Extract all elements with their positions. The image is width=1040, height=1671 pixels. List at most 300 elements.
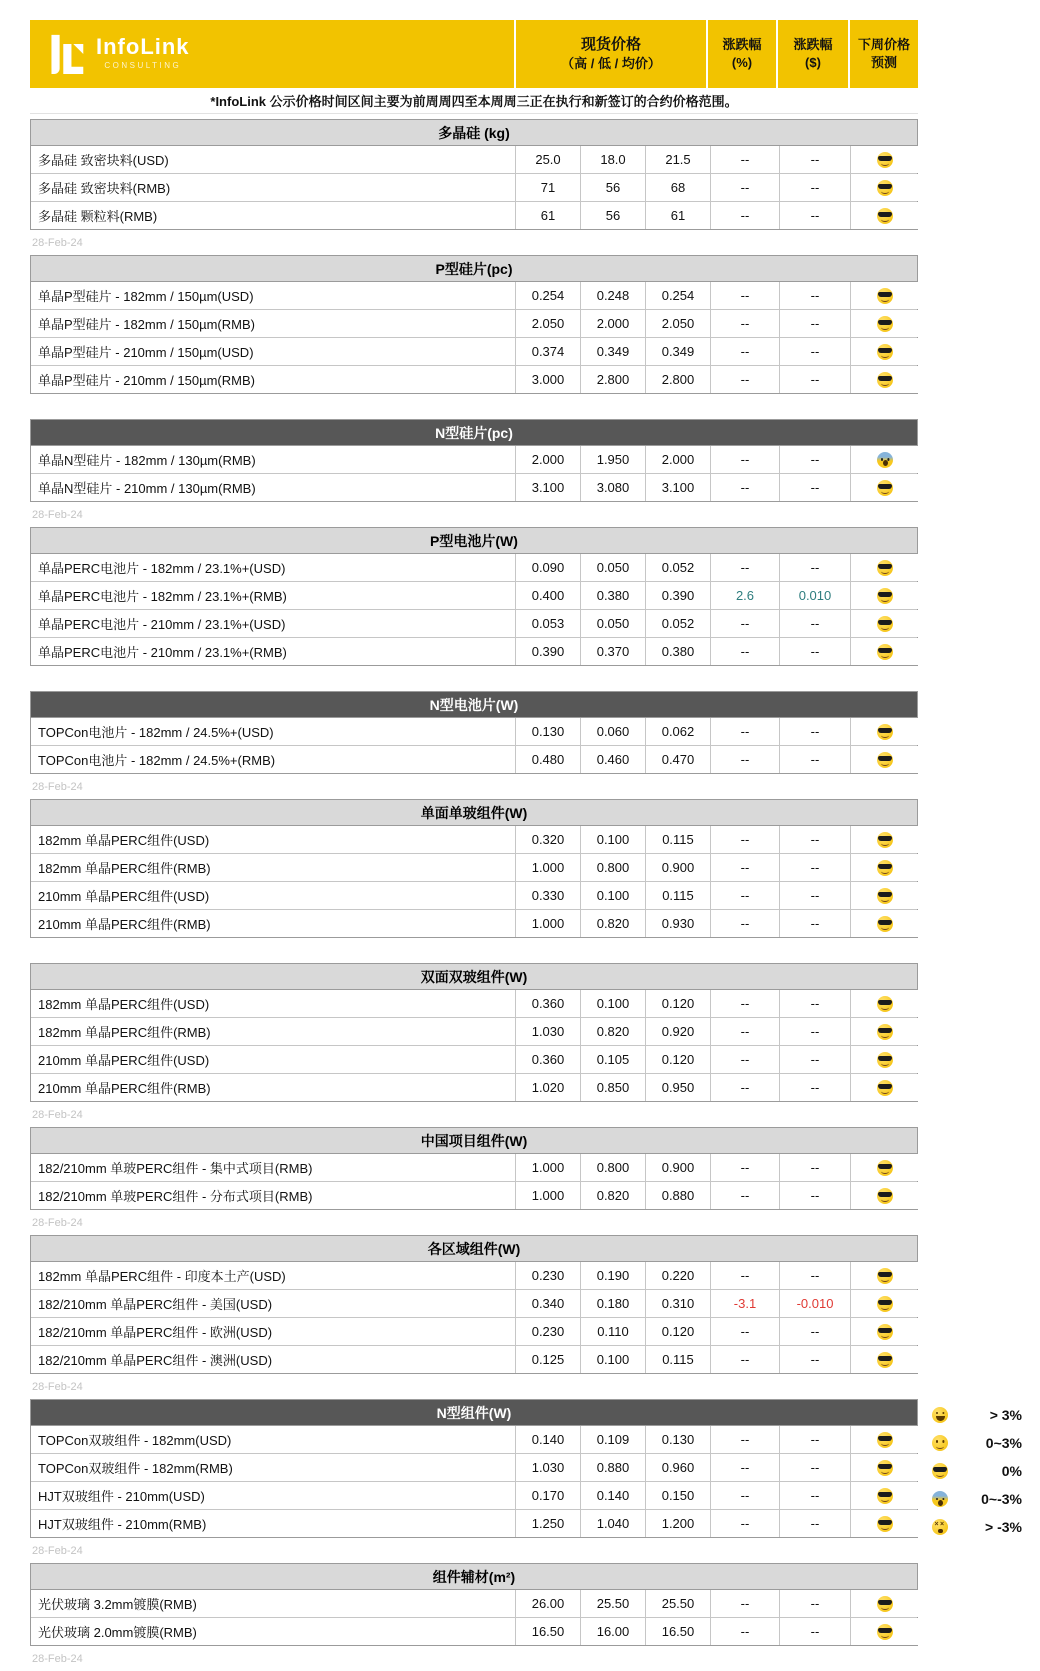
legend-label: 0~3% (985, 1435, 1022, 1451)
cool-emoji-icon (877, 1268, 893, 1284)
price-avg-cell: 61 (646, 202, 710, 229)
forecast-cell (851, 882, 919, 909)
change-pct-cell: -- (711, 1454, 779, 1481)
cool-emoji-icon (877, 1324, 893, 1340)
change-usd-cell: -- (780, 610, 850, 637)
price-avg-cell: 0.120 (646, 1318, 710, 1345)
cool-emoji-icon (877, 180, 893, 196)
cool-emoji-icon (877, 208, 893, 224)
price-low-cell: 0.180 (581, 1290, 645, 1317)
change-pct-cell: -- (711, 1426, 779, 1453)
price-section (30, 527, 918, 666)
price-avg-cell: 0.960 (646, 1454, 710, 1481)
table-row (31, 854, 917, 882)
change-pct-cell: -- (711, 910, 779, 937)
section-date: 28-Feb-24 (32, 780, 83, 793)
table-row (31, 174, 917, 202)
price-high-cell: 0.374 (516, 338, 580, 365)
forecast-cell (851, 582, 919, 609)
forecast-cell (851, 310, 919, 337)
change-pct-cell: -- (711, 638, 779, 665)
cool-emoji-icon (877, 1516, 893, 1532)
cool-emoji-icon (877, 316, 893, 332)
scream-emoji-icon (932, 1491, 948, 1507)
cool-emoji-icon (877, 1080, 893, 1096)
change-usd-cell: -- (780, 910, 850, 937)
price-high-cell: 0.360 (516, 1046, 580, 1073)
price-high-cell: 0.320 (516, 826, 580, 853)
cool-emoji-icon (877, 1624, 893, 1640)
item-label: 单晶PERC电池片 - 210mm / 23.1%+(USD) (31, 610, 515, 637)
price-high-cell: 3.000 (516, 366, 580, 393)
cool-emoji-icon (877, 1024, 893, 1040)
price-avg-cell: 0.900 (646, 1154, 710, 1181)
change-pct-cell: -- (711, 338, 779, 365)
price-low-cell: 16.00 (581, 1618, 645, 1645)
forecast-cell (851, 1290, 919, 1317)
price-avg-cell: 0.254 (646, 282, 710, 309)
cool-emoji-icon (932, 1463, 948, 1479)
change-usd-cell: -- (780, 1618, 850, 1645)
item-label: 单晶P型硅片 - 182mm / 150µm(USD) (31, 282, 515, 309)
change-usd-cell: -- (780, 1154, 850, 1181)
table-row (31, 1590, 917, 1618)
price-high-cell: 0.330 (516, 882, 580, 909)
change-pct-cell: -- (711, 1262, 779, 1289)
price-high-cell: 1.000 (516, 854, 580, 881)
table-row (31, 1074, 917, 1102)
price-avg-cell: 0.052 (646, 610, 710, 637)
change-usd-cell: -- (780, 1482, 850, 1509)
table-row (31, 310, 917, 338)
cool-emoji-icon (877, 588, 893, 604)
section-title: N型电池片(W) (31, 692, 917, 718)
table-row (31, 1182, 917, 1210)
price-avg-cell: 0.880 (646, 1182, 710, 1209)
forecast-cell (851, 1482, 919, 1509)
section-date: 28-Feb-24 (32, 236, 83, 249)
item-label: 182/210mm 单晶PERC组件 - 欧洲(USD) (31, 1318, 515, 1345)
cool-emoji-icon (877, 1352, 893, 1368)
item-label: TOPCon电池片 - 182mm / 24.5%+(USD) (31, 718, 515, 745)
item-label: 多晶硅 致密块料(RMB) (31, 174, 515, 201)
table-row (31, 202, 917, 230)
change-pct-cell: 2.6 (711, 582, 779, 609)
table-row (31, 474, 917, 502)
price-period-note: *InfoLink 公示价格时间区间主要为前周周四至本周周三正在执行和新签订的合约价格范围。 (30, 88, 918, 114)
table-row (31, 582, 917, 610)
price-avg-cell: 0.120 (646, 990, 710, 1017)
price-section (30, 1399, 918, 1538)
forecast-cell (851, 446, 919, 473)
price-low-cell: 0.100 (581, 826, 645, 853)
price-avg-cell: 0.390 (646, 582, 710, 609)
forecast-cell (851, 1154, 919, 1181)
price-avg-cell: 0.470 (646, 746, 710, 773)
price-low-cell: 0.800 (581, 1154, 645, 1181)
table-row (31, 990, 917, 1018)
infolink-logo-mark (46, 32, 86, 76)
item-label: 182/210mm 单玻PERC组件 - 集中式项目(RMB) (31, 1154, 515, 1181)
price-low-cell: 2.000 (581, 310, 645, 337)
forecast-cell (851, 1426, 919, 1453)
change-usd-cell: -- (780, 1510, 850, 1537)
table-row (31, 1318, 917, 1346)
price-avg-cell: 1.200 (646, 1510, 710, 1537)
price-avg-cell: 0.115 (646, 826, 710, 853)
change-pct-cell: -- (711, 1318, 779, 1345)
table-row (31, 1426, 917, 1454)
price-avg-cell: 0.349 (646, 338, 710, 365)
table-row (31, 746, 917, 774)
price-avg-cell: 3.100 (646, 474, 710, 501)
change-usd-cell: -- (780, 990, 850, 1017)
table-row (31, 1510, 917, 1538)
change-pct-cell: -- (711, 474, 779, 501)
forecast-cell (851, 1046, 919, 1073)
price-low-cell: 0.370 (581, 638, 645, 665)
change-pct-cell: -- (711, 746, 779, 773)
sections-container (30, 119, 918, 1671)
price-high-cell: 1.000 (516, 1154, 580, 1181)
change-pct-cell: -- (711, 1074, 779, 1101)
cool-emoji-icon (877, 752, 893, 768)
table-row (31, 1262, 917, 1290)
change-pct-cell: -3.1 (711, 1290, 779, 1317)
price-high-cell: 0.130 (516, 718, 580, 745)
price-section (30, 799, 918, 938)
section-title: 各区域组件(W) (31, 1236, 917, 1262)
forecast-cell (851, 282, 919, 309)
price-avg-cell: 0.950 (646, 1074, 710, 1101)
price-section (30, 691, 918, 774)
table-row (31, 446, 917, 474)
item-label: 182/210mm 单晶PERC组件 - 美国(USD) (31, 1290, 515, 1317)
section-date: 28-Feb-24 (32, 1652, 83, 1665)
column-header-change-pct: 涨跌幅 (%) (708, 20, 776, 88)
cool-emoji-icon (877, 480, 893, 496)
price-low-cell: 0.100 (581, 1346, 645, 1373)
price-high-cell: 0.125 (516, 1346, 580, 1373)
price-high-cell: 61 (516, 202, 580, 229)
change-usd-cell: -- (780, 1046, 850, 1073)
price-high-cell: 1.000 (516, 910, 580, 937)
item-label: 210mm 单晶PERC组件(USD) (31, 1046, 515, 1073)
change-usd-cell: -- (780, 638, 850, 665)
section-date: 28-Feb-24 (32, 1544, 83, 1557)
price-high-cell: 0.480 (516, 746, 580, 773)
cool-emoji-icon (877, 616, 893, 632)
cool-emoji-icon (877, 1052, 893, 1068)
change-usd-cell: -- (780, 1426, 850, 1453)
price-low-cell: 0.109 (581, 1426, 645, 1453)
table-header (30, 20, 918, 88)
item-label: 单晶N型硅片 - 182mm / 130µm(RMB) (31, 446, 515, 473)
cool-emoji-icon (877, 1188, 893, 1204)
price-avg-cell: 0.900 (646, 854, 710, 881)
change-usd-cell: -- (780, 338, 850, 365)
change-usd-cell: -- (780, 446, 850, 473)
forecast-cell (851, 474, 919, 501)
cool-emoji-icon (877, 1460, 893, 1476)
item-label: HJT双玻组件 - 210mm(RMB) (31, 1510, 515, 1537)
change-usd-cell: -- (780, 1074, 850, 1101)
forecast-cell (851, 1074, 919, 1101)
price-section (30, 255, 918, 394)
change-pct-cell: -- (711, 174, 779, 201)
price-low-cell: 1.950 (581, 446, 645, 473)
forecast-cell (851, 854, 919, 881)
price-avg-cell: 0.150 (646, 1482, 710, 1509)
price-high-cell: 0.360 (516, 990, 580, 1017)
item-label: TOPCon双玻组件 - 182mm(USD) (31, 1426, 515, 1453)
forecast-cell (851, 1318, 919, 1345)
forecast-legend (926, 1401, 1026, 1541)
cool-emoji-icon (877, 288, 893, 304)
change-usd-cell: -- (780, 826, 850, 853)
price-avg-cell: 2.000 (646, 446, 710, 473)
price-high-cell: 0.090 (516, 554, 580, 581)
price-high-cell: 25.0 (516, 146, 580, 173)
price-high-cell: 16.50 (516, 1618, 580, 1645)
table-row (31, 146, 917, 174)
change-usd-cell: -- (780, 882, 850, 909)
forecast-cell (851, 746, 919, 773)
cool-emoji-icon (877, 152, 893, 168)
price-high-cell: 2.050 (516, 310, 580, 337)
item-label: 单晶N型硅片 - 210mm / 130µm(RMB) (31, 474, 515, 501)
price-low-cell: 56 (581, 174, 645, 201)
legend-item (926, 1513, 1026, 1541)
change-pct-cell: -- (711, 1018, 779, 1045)
price-high-cell: 0.230 (516, 1262, 580, 1289)
price-low-cell: 0.100 (581, 882, 645, 909)
section-date (30, 666, 918, 691)
change-usd-cell: -- (780, 746, 850, 773)
change-usd-cell: 0.010 (780, 582, 850, 609)
change-pct-cell: -- (711, 202, 779, 229)
brand-name: InfoLink (96, 34, 190, 60)
change-pct-cell: -- (711, 1482, 779, 1509)
item-label: 单晶P型硅片 - 182mm / 150µm(RMB) (31, 310, 515, 337)
item-label: 182/210mm 单晶PERC组件 - 澳洲(USD) (31, 1346, 515, 1373)
price-avg-cell: 0.220 (646, 1262, 710, 1289)
legend-label: 0% (1001, 1463, 1022, 1479)
price-avg-cell: 0.930 (646, 910, 710, 937)
change-pct-cell: -- (711, 1618, 779, 1645)
price-high-cell: 1.020 (516, 1074, 580, 1101)
forecast-cell (851, 826, 919, 853)
item-label: 182mm 单晶PERC组件(USD) (31, 826, 515, 853)
forecast-cell (851, 1182, 919, 1209)
price-avg-cell: 0.115 (646, 882, 710, 909)
cool-emoji-icon (877, 644, 893, 660)
cool-emoji-icon (877, 832, 893, 848)
cool-emoji-icon (877, 996, 893, 1012)
section-title: P型硅片(pc) (31, 256, 917, 282)
grin-emoji-icon (932, 1407, 948, 1423)
item-label: 光伏玻璃 2.0mm镀膜(RMB) (31, 1618, 515, 1645)
section-title: 中国项目组件(W) (31, 1128, 917, 1154)
price-avg-cell: 0.130 (646, 1426, 710, 1453)
table-row (31, 1454, 917, 1482)
change-pct-cell: -- (711, 718, 779, 745)
price-high-cell: 0.340 (516, 1290, 580, 1317)
price-low-cell: 0.140 (581, 1482, 645, 1509)
price-low-cell: 0.110 (581, 1318, 645, 1345)
price-avg-cell: 2.800 (646, 366, 710, 393)
price-low-cell: 0.820 (581, 1182, 645, 1209)
table-row (31, 1018, 917, 1046)
price-low-cell: 0.190 (581, 1262, 645, 1289)
change-pct-cell: -- (711, 554, 779, 581)
table-row (31, 826, 917, 854)
price-high-cell: 0.400 (516, 582, 580, 609)
legend-label: > 3% (989, 1407, 1022, 1423)
change-usd-cell: -- (780, 282, 850, 309)
price-low-cell: 0.880 (581, 1454, 645, 1481)
section-date: 28-Feb-24 (32, 1380, 83, 1393)
table-row (31, 338, 917, 366)
cool-emoji-icon (877, 860, 893, 876)
item-label: TOPCon电池片 - 182mm / 24.5%+(RMB) (31, 746, 515, 773)
forecast-cell (851, 202, 919, 229)
item-label: 单晶PERC电池片 - 182mm / 23.1%+(RMB) (31, 582, 515, 609)
price-high-cell: 26.00 (516, 1590, 580, 1617)
infolink-logo (30, 20, 514, 88)
price-avg-cell: 0.062 (646, 718, 710, 745)
change-usd-cell: -- (780, 310, 850, 337)
cool-emoji-icon (877, 1596, 893, 1612)
price-report (30, 20, 918, 1671)
change-pct-cell: -- (711, 882, 779, 909)
change-pct-cell: -- (711, 1182, 779, 1209)
section-title: 单面单玻组件(W) (31, 800, 917, 826)
item-label: 多晶硅 颗粒料(RMB) (31, 202, 515, 229)
price-avg-cell: 16.50 (646, 1618, 710, 1645)
price-low-cell: 0.100 (581, 990, 645, 1017)
legend-item (926, 1401, 1026, 1429)
legend-item (926, 1429, 1026, 1457)
price-high-cell: 71 (516, 174, 580, 201)
table-row (31, 610, 917, 638)
forecast-cell (851, 554, 919, 581)
price-low-cell: 0.850 (581, 1074, 645, 1101)
price-high-cell: 0.390 (516, 638, 580, 665)
item-label: 210mm 单晶PERC组件(RMB) (31, 910, 515, 937)
item-label: 光伏玻璃 3.2mm镀膜(RMB) (31, 1590, 515, 1617)
price-avg-cell: 0.380 (646, 638, 710, 665)
table-row (31, 718, 917, 746)
price-low-cell: 0.105 (581, 1046, 645, 1073)
item-label: 210mm 单晶PERC组件(RMB) (31, 1074, 515, 1101)
price-low-cell: 0.820 (581, 910, 645, 937)
price-low-cell: 0.050 (581, 554, 645, 581)
forecast-cell (851, 990, 919, 1017)
change-usd-cell: -- (780, 1454, 850, 1481)
cool-emoji-icon (877, 1296, 893, 1312)
table-row (31, 638, 917, 666)
price-high-cell: 1.030 (516, 1454, 580, 1481)
section-date: 28-Feb-24 (32, 1108, 83, 1121)
table-row (31, 1346, 917, 1374)
cool-emoji-icon (877, 1160, 893, 1176)
change-usd-cell: -- (780, 366, 850, 393)
price-high-cell: 0.140 (516, 1426, 580, 1453)
change-usd-cell: -- (780, 718, 850, 745)
price-high-cell: 2.000 (516, 446, 580, 473)
section-title: N型硅片(pc) (31, 420, 917, 446)
price-low-cell: 0.248 (581, 282, 645, 309)
change-usd-cell: -- (780, 1346, 850, 1373)
change-pct-cell: -- (711, 310, 779, 337)
price-high-cell: 1.250 (516, 1510, 580, 1537)
price-section (30, 1235, 918, 1374)
cool-emoji-icon (877, 724, 893, 740)
forecast-cell (851, 1618, 919, 1645)
table-row (31, 1046, 917, 1074)
change-pct-cell: -- (711, 610, 779, 637)
price-avg-cell: 0.120 (646, 1046, 710, 1073)
price-avg-cell: 0.115 (646, 1346, 710, 1373)
forecast-cell (851, 610, 919, 637)
price-avg-cell: 25.50 (646, 1590, 710, 1617)
price-section (30, 1563, 918, 1646)
price-section (30, 119, 918, 230)
change-usd-cell: -- (780, 1262, 850, 1289)
brand-subtitle: CONSULTING (104, 61, 182, 71)
section-title: P型电池片(W) (31, 528, 917, 554)
table-row (31, 554, 917, 582)
change-pct-cell: -- (711, 1046, 779, 1073)
scream-emoji-icon (877, 452, 893, 468)
table-row (31, 1290, 917, 1318)
change-usd-cell: -- (780, 202, 850, 229)
price-low-cell: 0.460 (581, 746, 645, 773)
legend-item (926, 1485, 1026, 1513)
change-usd-cell: -- (780, 1182, 850, 1209)
forecast-cell (851, 1590, 919, 1617)
price-low-cell: 0.050 (581, 610, 645, 637)
change-pct-cell: -- (711, 1590, 779, 1617)
table-row (31, 910, 917, 938)
table-row (31, 282, 917, 310)
price-low-cell: 56 (581, 202, 645, 229)
price-avg-cell: 0.310 (646, 1290, 710, 1317)
section-title: N型组件(W) (31, 1400, 917, 1426)
change-pct-cell: -- (711, 1510, 779, 1537)
item-label: 单晶P型硅片 - 210mm / 150µm(USD) (31, 338, 515, 365)
cool-emoji-icon (877, 344, 893, 360)
price-low-cell: 0.800 (581, 854, 645, 881)
table-row (31, 1482, 917, 1510)
change-usd-cell: -- (780, 854, 850, 881)
column-header-forecast: 下周价格 预测 (850, 20, 918, 88)
section-date (30, 938, 918, 963)
item-label: TOPCon双玻组件 - 182mm(RMB) (31, 1454, 515, 1481)
cool-emoji-icon (877, 372, 893, 388)
legend-item (926, 1457, 1026, 1485)
change-usd-cell: -- (780, 1018, 850, 1045)
item-label: 182mm 单晶PERC组件(USD) (31, 990, 515, 1017)
price-avg-cell: 0.920 (646, 1018, 710, 1045)
change-usd-cell: -- (780, 1590, 850, 1617)
change-usd-cell: -- (780, 174, 850, 201)
table-row (31, 1154, 917, 1182)
forecast-cell (851, 910, 919, 937)
change-pct-cell: -- (711, 1154, 779, 1181)
price-low-cell: 1.040 (581, 1510, 645, 1537)
